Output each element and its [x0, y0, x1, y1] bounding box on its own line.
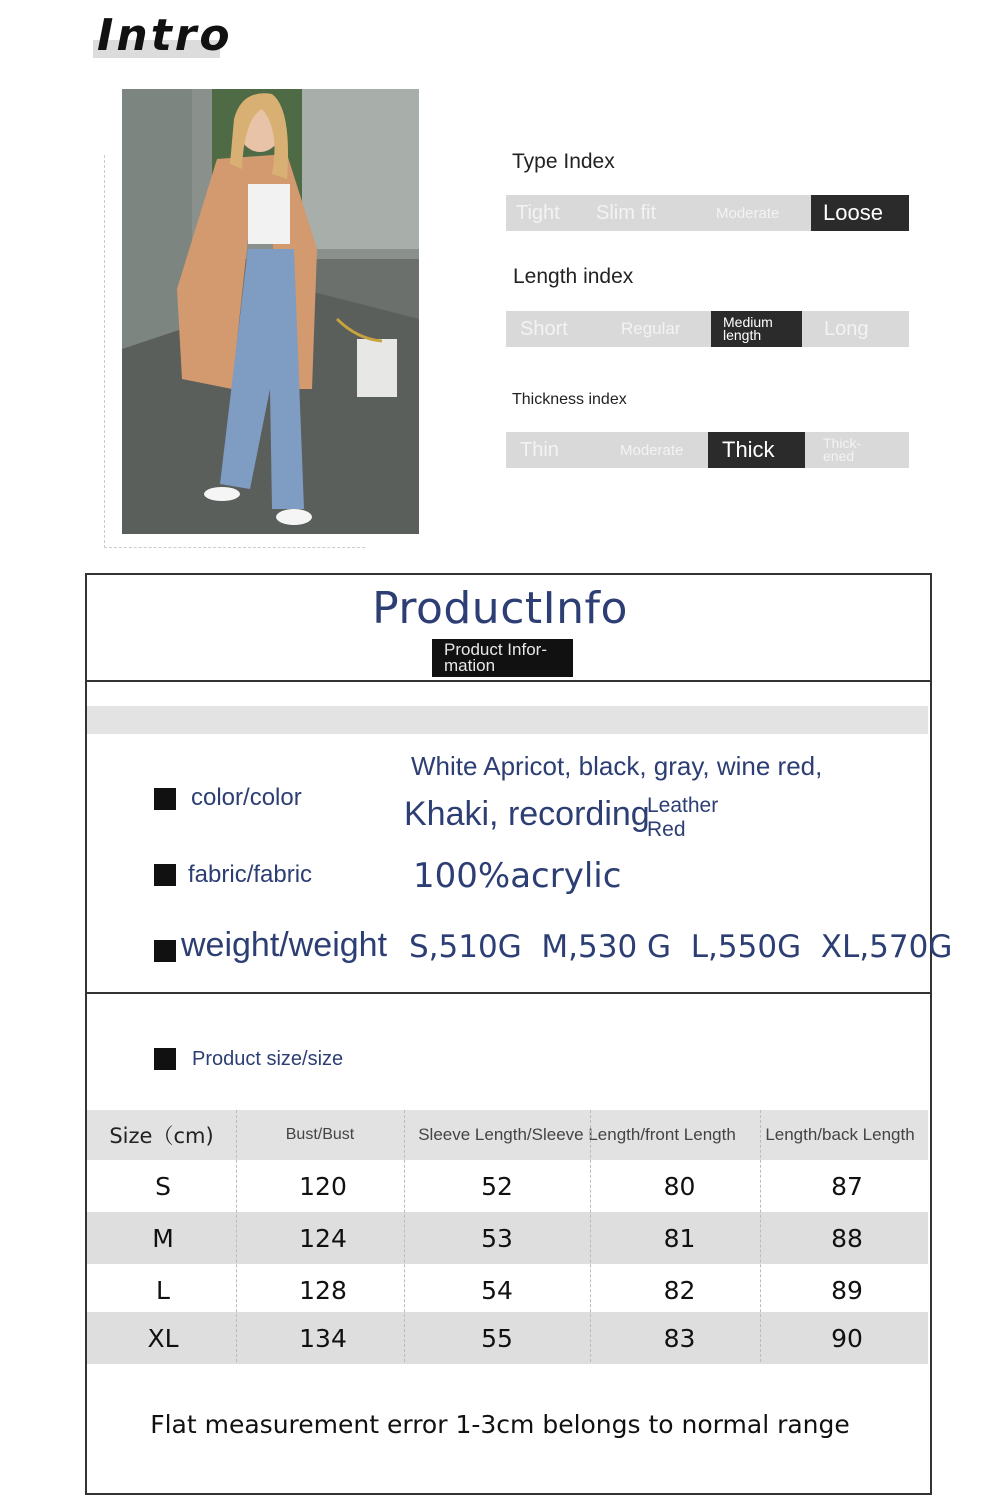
length-option-medium-length [711, 311, 802, 347]
column-separator [236, 1110, 237, 1362]
column-separator [760, 1110, 761, 1362]
table-cell: 53 [481, 1223, 513, 1253]
size-label: Product size/size [192, 1048, 344, 1070]
product-photo [122, 89, 419, 534]
fabric-value: 100%acrylic [413, 856, 622, 896]
table-cell: 87 [831, 1171, 863, 1201]
table-cell: 54 [481, 1275, 513, 1305]
type-index-title: Type Index [512, 150, 615, 173]
table-cell: 128 [299, 1275, 347, 1305]
header-size: Size（cm) [109, 1124, 214, 1148]
divider [85, 680, 930, 682]
table-cell: 89 [831, 1275, 863, 1305]
type-option-tight: Tight [516, 201, 560, 224]
weight-value: S,510G M,530 G L,550G XL,570G [409, 929, 953, 965]
table-row [87, 1160, 928, 1212]
thickness-option-moderate: Moderate [620, 441, 684, 459]
table-cell: S [155, 1171, 171, 1201]
table-cell: 88 [831, 1223, 863, 1253]
length-index-bar [506, 311, 909, 347]
table-cell: 90 [831, 1323, 863, 1353]
table-cell: 83 [663, 1323, 696, 1353]
color-value-line2: Khaki, recording [404, 795, 650, 833]
thickness-index-bar [506, 432, 909, 468]
bullet-square [154, 1048, 176, 1070]
table-cell: L [156, 1275, 170, 1305]
bullet-square [154, 864, 176, 886]
product-info-subtitle: Product Infor-mation [432, 639, 573, 677]
fabric-label: fabric/fabric [188, 861, 313, 888]
color-value-line1: White Apricot, black, gray, wine red, [411, 751, 823, 781]
column-separator [404, 1110, 405, 1362]
type-option-loose: Loose [811, 195, 909, 231]
table-cell: 52 [481, 1171, 513, 1201]
thickness-option-thickened [823, 432, 883, 468]
type-option-moderate: Moderate [716, 204, 780, 222]
thickness-option-thickened-label: Thick-ened [823, 435, 862, 464]
table-cell: 124 [299, 1223, 347, 1253]
header-sleeve-front-length: Sleeve Length/Sleeve Length/front Length [418, 1125, 736, 1144]
length-index-title: Length index [513, 265, 634, 288]
table-cell: 80 [663, 1171, 696, 1201]
color-value-red: Red [647, 818, 686, 841]
header-back-length: Length/back Length [765, 1125, 915, 1144]
table-cell: 82 [663, 1275, 696, 1305]
divider [85, 992, 930, 994]
length-option-short: Short [520, 317, 568, 340]
length-option-medium-length-label: Medium length [723, 314, 773, 343]
table-cell: 134 [299, 1323, 347, 1353]
table-cell: 120 [299, 1171, 347, 1201]
type-option-slim-fit: Slim fit [596, 201, 656, 224]
color-value-leather: Leather [647, 794, 719, 817]
table-row [87, 1312, 928, 1364]
measurement-note: Flat measurement error 1-3cm belongs to normal range [150, 1410, 850, 1439]
table-row [87, 1264, 928, 1316]
bullet-square [154, 788, 176, 810]
thickness-option-thick: Thick [708, 432, 805, 468]
length-option-regular: Regular [621, 319, 681, 338]
thickness-option-thin: Thin [520, 438, 559, 461]
product-info-title: ProductInfo [372, 583, 628, 634]
type-index-bar [506, 195, 909, 231]
table-cell: 81 [663, 1223, 696, 1253]
length-option-long: Long [824, 317, 869, 340]
header-bust: Bust/Bust [285, 1126, 355, 1143]
section-strip [87, 706, 928, 734]
table-row [87, 1212, 928, 1264]
table-cell: XL [147, 1323, 179, 1353]
size-table-header [87, 1110, 928, 1160]
color-label: color/color [191, 784, 302, 811]
intro-title: Intro [97, 10, 233, 61]
bullet-square [154, 940, 176, 962]
table-cell: M [152, 1223, 174, 1253]
weight-label: weight/weight [181, 926, 388, 964]
thickness-index-title: Thickness index [512, 391, 627, 408]
column-separator [590, 1110, 591, 1362]
table-cell: 55 [481, 1323, 513, 1353]
